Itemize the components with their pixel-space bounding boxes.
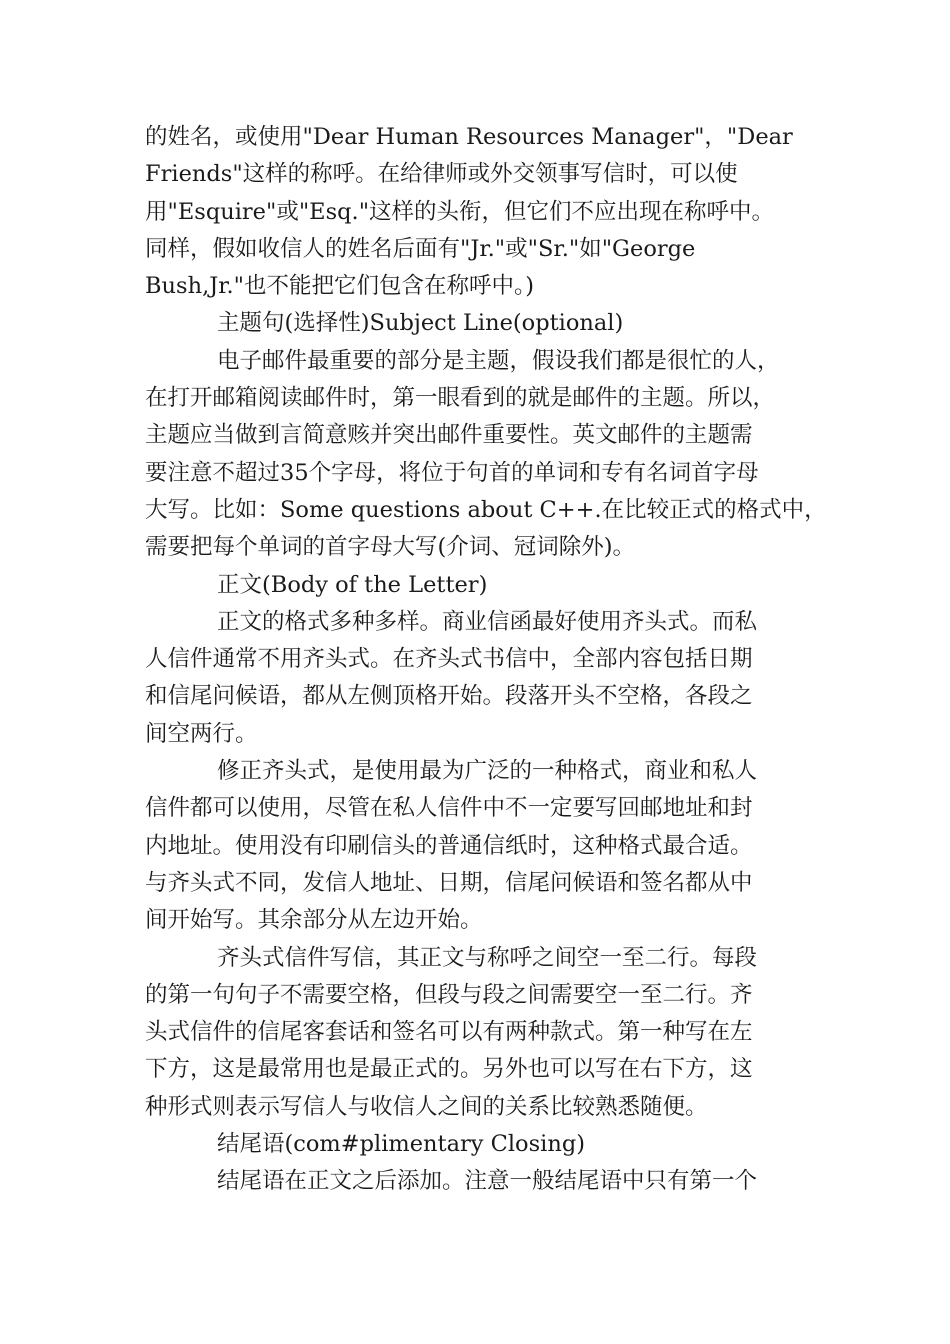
text-line: 需要把每个单词的首字母大写(介词、冠词除外)。 [145,534,636,561]
text-line: 要注意不超过35个字母，将位于句首的单词和专有名词首字母 [145,459,759,486]
text-line: 与齐头式不同，发信人地址、日期，信尾问候语和签名都从中 [145,869,753,896]
text-line: 内地址。使用没有印刷信头的普通信纸时，这种格式最合适。 [145,832,753,859]
text-line: 同样，假如收信人的姓名后面有"Jr."或"Sr."如"George [145,235,696,262]
text-line: 头式信件的信尾客套话和签名可以有两种款式。第一种写在左 [145,1019,753,1046]
text-line: 齐头式信件写信，其正文与称呼之间空一至二行。每段 [217,944,758,971]
text-line: 结尾语在正文之后添加。注意一般结尾语中只有第一个 [217,1168,758,1195]
text-line: 修正齐头式，是使用最为广泛的一种格式，商业和私人 [217,758,758,785]
text-line: Friends"这样的称呼。在给律师或外交领事写信时，可以使 [145,161,738,188]
document-body [145,119,827,1201]
text-line: 和信尾问候语，都从左侧顶格开始。段落开头不空格，各段之 [145,683,753,710]
text-line: 用"Esquire"或"Esq."这样的头衔，但它们不应出现在称呼中。 [145,198,775,225]
text-line: 间空两行。 [145,720,258,747]
text-line: 的姓名，或使用"Dear Human Resources Manager"，"Dear [145,124,793,150]
text-line: 正文的格式多种多样。商业信函最好使用齐头式。而私 [217,608,758,635]
text-line: 正文(Body of the Letter) [217,571,488,598]
text-line: 间开始写。其余部分从左边开始。 [145,907,483,934]
text-line: 种形式则表示写信人与收信人之间的关系比较熟悉随便。 [145,1093,708,1120]
text-line: 信件都可以使用，尽管在私人信件中不一定要写回邮地址和封 [145,795,753,822]
text-line: 电子邮件最重要的部分是主题，假设我们都是很忙的人， [217,347,780,374]
text-line: 在打开邮箱阅读邮件时，第一眼看到的就是邮件的主题。所以， [145,385,776,412]
text-line: 大写。比如：Some questions about C++.在比较正式的格式中， [145,496,827,523]
text-line: 的第一句句子不需要空格，但段与段之间需要空一至二行。齐 [145,981,753,1008]
text-line: Bush,Jr."也不能把它们包含在称呼中。) [145,273,535,300]
text-line: 主题句(选择性)Subject Line(optional) [217,310,624,337]
text-line: 下方，这是最常用也是最正式的。另外也可以写在右下方，这 [145,1056,753,1083]
text-line: 主题应当做到言简意赅并突出邮件重要性。英文邮件的主题需 [145,422,753,449]
text-line: 结尾语(com#plimentary Closing) [217,1131,585,1158]
text-line: 人信件通常不用齐头式。在齐头式书信中，全部内容包括日期 [145,646,753,673]
